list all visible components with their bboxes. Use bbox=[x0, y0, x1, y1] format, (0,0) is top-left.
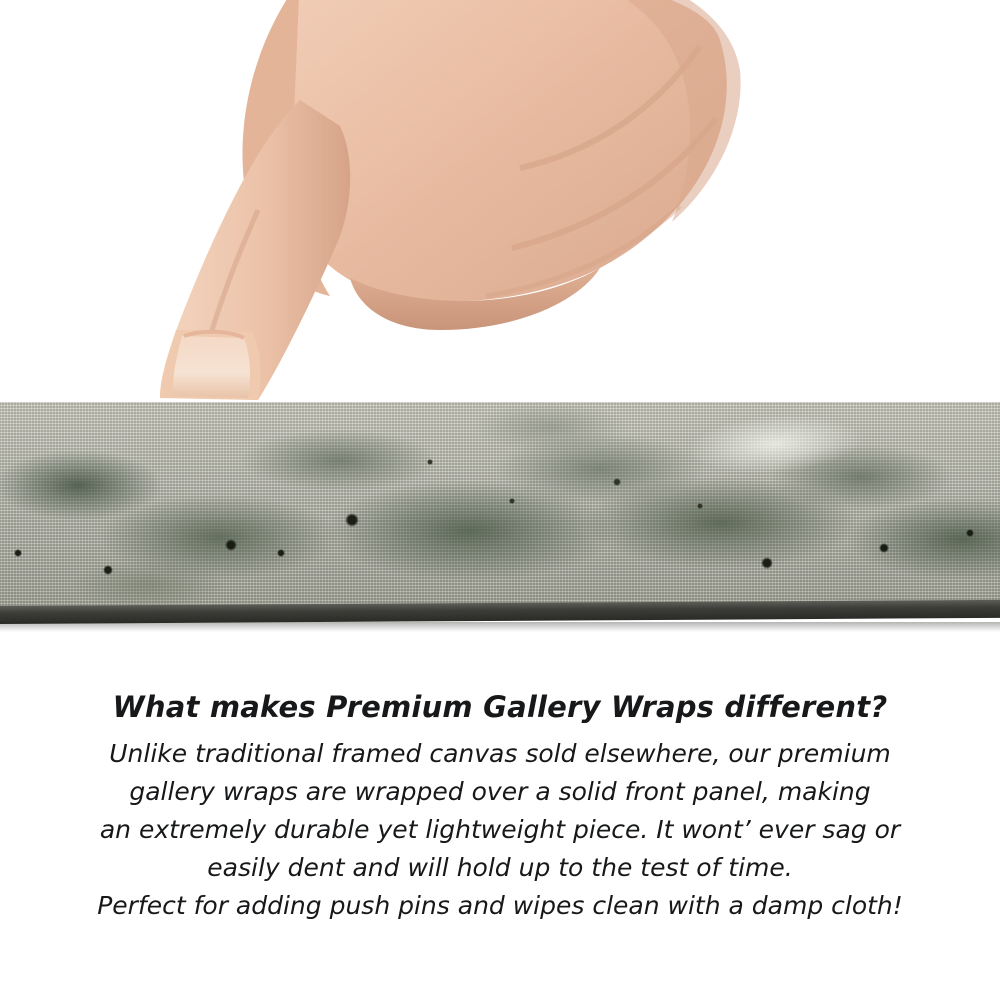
caption-heading: What makes Premium Gallery Wraps different? bbox=[112, 690, 888, 724]
caption-line-3: an extremely durable yet lightweight piece. It wont’ ever sag or bbox=[99, 815, 901, 844]
caption-block bbox=[0, 690, 1000, 925]
hand-illustration bbox=[0, 0, 1000, 410]
hand-photo bbox=[0, 0, 1000, 410]
wrap-drop-shadow bbox=[0, 622, 1000, 632]
caption-line-5: Perfect for adding push pins and wipes clean with a damp cloth! bbox=[97, 891, 903, 920]
caption-line-4: easily dent and will hold up to the test of time. bbox=[207, 853, 793, 882]
fingernail bbox=[173, 336, 250, 398]
caption-line-2: gallery wraps are wrapped over a solid front panel, making bbox=[129, 777, 871, 806]
canvas-highlight bbox=[688, 410, 861, 478]
caption-line-1: Unlike traditional framed canvas sold elsewhere, our premium bbox=[109, 739, 891, 768]
canvas-wrap-edge-photo bbox=[0, 402, 1000, 632]
